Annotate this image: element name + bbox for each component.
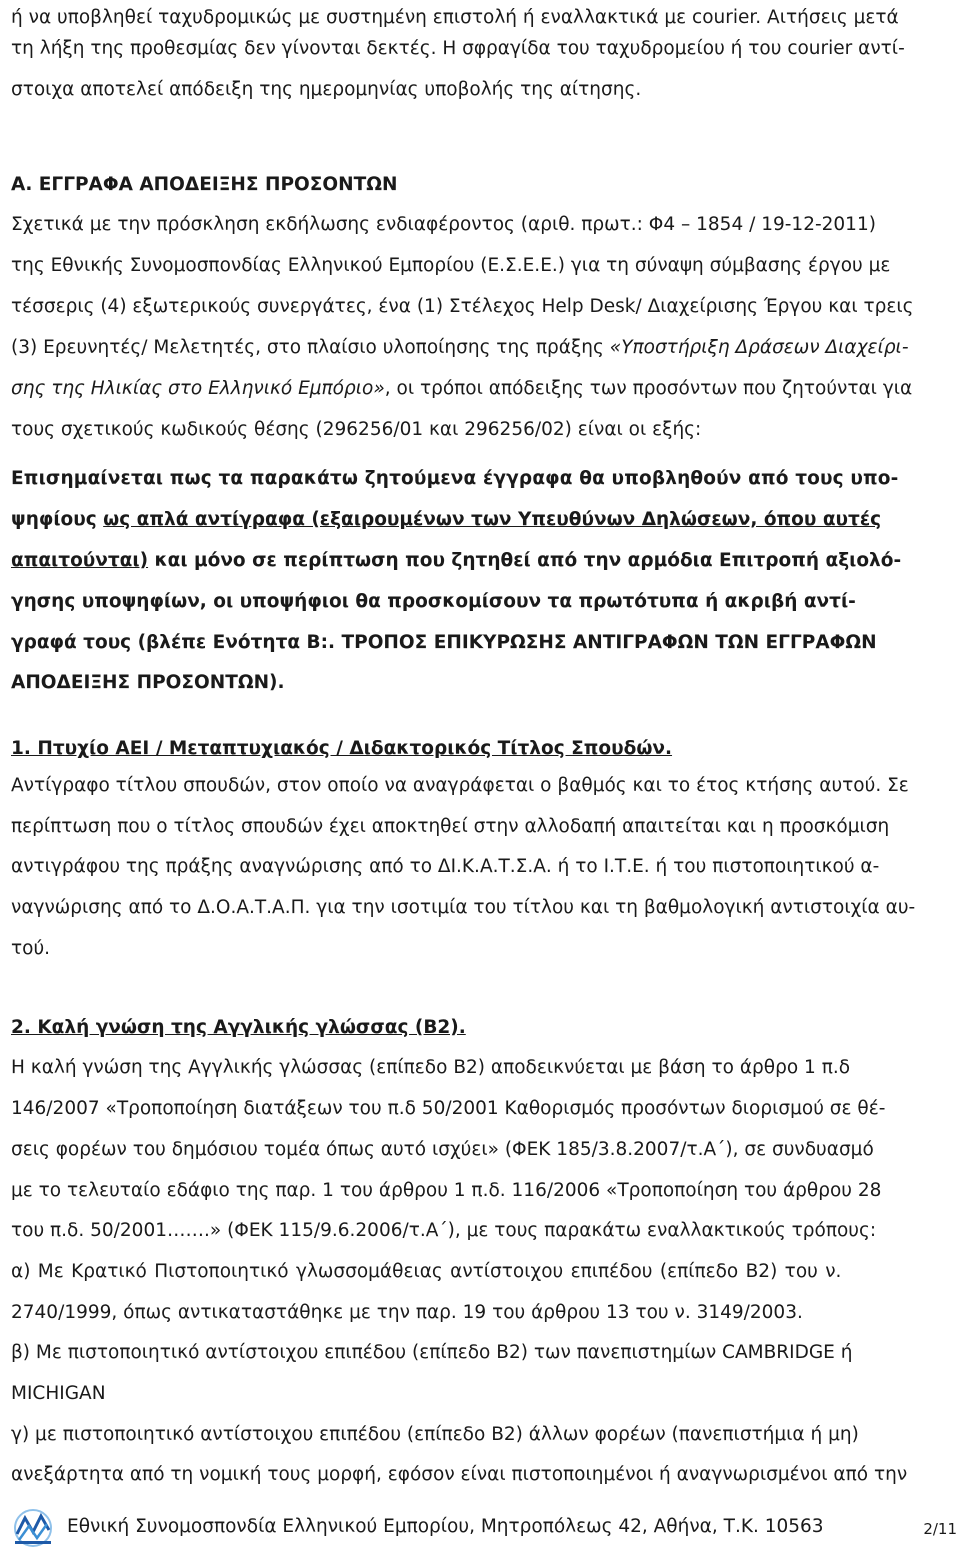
intro-line-3: στοιχα αποτελεί απόδειξη της ημερομηνίας υποβολής της αίτησης. [11, 79, 642, 100]
notice-line-3-text: και μόνο σε περίπτωση που ζητηθεί από την αρμόδια Επιτροπή αξιολό- [148, 550, 902, 571]
item-1-heading: 1. Πτυχίο ΑΕΙ / Μεταπτυχιακός / Διδακτορικός Τίτλος Σπουδών. [11, 738, 673, 759]
notice-required: απαιτούνται) [11, 550, 149, 571]
item-1-line-1: Αντίγραφο τίτλου σπουδών, στον οποίο να αναγράφεται ο βαθμός και το έτος κτήσης αυτού. Σε [11, 775, 909, 796]
section-a-line-1: Σχετικά με την πρόσκληση εκδήλωσης ενδιαφέροντος (αριθ. πρωτ.: Φ4 – 1854 / 19-12-2011) [11, 214, 876, 235]
section-a-line-5 [11, 378, 912, 399]
notice-line-2 [11, 509, 881, 530]
page-number: 2/11 [923, 1520, 957, 1538]
item-2-line-2: 146/2007 «Τροποποίηση διατάξεων του π.δ 50/2001 Καθορισμός προσόντων διορισμού σε θέ- [11, 1098, 886, 1119]
item-2-line-1: Η καλή γνώση της Αγγλικής γλώσσας (επίπεδο Β2) αποδεικνύεται με βάση το άρθρο 1 π.δ [11, 1057, 851, 1078]
item-2-heading: 2. Καλή γνώση της Αγγλικής γλώσσας (Β2). [11, 1017, 466, 1038]
notice-line-4: γησης υποψηφίων, οι υποψήφιοι θα προσκομίσουν τα πρωτότυπα ή ακριβή αντί- [11, 591, 856, 612]
item-2-line-4: με το τελευταίο εδάφιο της παρ. 1 του άρθρου 1 π.δ. 116/2006 «Τροποποίηση του άρθρου 28 [11, 1180, 882, 1201]
item-2-option-b-line-2: MICHIGAN [11, 1383, 106, 1404]
item-2-option-c-line-2: ανεξάρτητα από τη νομική τους μορφή, εφόσον είναι πιστοποιημένοι ή αναγνωρισμένοι από την [11, 1464, 908, 1485]
item-2-line-5: του π.δ. 50/2001…….» (ΦΕΚ 115/9.6.2006/τ.Α΄), με τους παρακάτω εναλλακτικούς τρόπους: [11, 1220, 877, 1241]
item-1-line-2: περίπτωση που ο τίτλος σπουδών έχει αποκτηθεί στην αλλοδαπή απαιτείται και η προσκόμιση [11, 816, 890, 837]
item-2-option-a-line-2: 2740/1999, όπως αντικαταστάθηκε με την παρ. 19 του άρθρου 13 του ν. 3149/2003. [11, 1302, 803, 1323]
item-2-line-3: σεις φορέων του δημόσιου τομέα όπως αυτό ισχύει» (ΦΕΚ 185/3.8.2007/τ.Α΄), σε συνδυασμό [11, 1139, 874, 1160]
section-a-line-6: τους σχετικούς κωδικούς θέσης (296256/01 και 296256/02) είναι οι εξής: [11, 419, 702, 440]
item-2-option-b-line-1: β) Με πιστοποιητικό αντίστοιχου επιπέδου (επίπεδο Β2) των πανεπιστημίων CAMBRIDGE ή [11, 1342, 853, 1363]
section-a-line-4-text: (3) Ερευνητές/ Μελετητές, στο πλαίσιο υλοποίησης της πράξης [11, 337, 610, 358]
intro-line-1: ή να υποβληθεί ταχυδρομικώς με συστημένη επιστολή ή εναλλακτικά με courier. Αιτήσεις μετά [11, 7, 899, 28]
notice-line-2-text: ψηφίους [11, 509, 104, 530]
notice-line-3 [11, 550, 901, 571]
item-1-line-3: αντιγράφου της πράξης αναγνώρισης από το ΔΙ.Κ.Α.Τ.Σ.Α. ή το Ι.Τ.Ε. ή του πιστοποιητικού α- [11, 856, 880, 877]
item-1-line-4: ναγνώρισης από το Δ.Ο.Α.Τ.Α.Π. για την ισοτιμία του τίτλου και τη βαθμολογική αντιστοιχία αυ- [11, 897, 916, 918]
footer-address: Εθνική Συνομοσπονδία Ελληνικού Εμπορίου, Μητροπόλεως 42, Αθήνα, Τ.Κ. 10563 [67, 1516, 824, 1537]
item-2-option-c-line-1: γ) με πιστοποιητικό αντίστοιχου επιπέδου (επίπεδο Β2) άλλων φορέων (πανεπιστήμια ή μη) [11, 1424, 859, 1445]
page-footer [11, 1508, 957, 1548]
action-title-part-2: σης της Ηλικίας στο Ελληνικό Εμπόριο» [11, 378, 385, 399]
item-2-option-a-line-1: α) Με Κρατικό Πιστοποιητικό γλωσσομάθειας αντίστοιχου επιπέδου (επίπεδο Β2) του ν. [11, 1261, 842, 1282]
notice-line-5: γραφά τους (βλέπε Ενότητα Β:. ΤΡΟΠΟΣ ΕΠΙΚΥΡΩΣΗΣ ΑΝΤΙΓΡΑΦΩΝ ΤΩΝ ΕΓΓΡΑΦΩΝ [11, 632, 877, 653]
item-1-line-5: τού. [11, 938, 51, 959]
notice-simple-copies: ως απλά αντίγραφα (εξαιρουμένων των Υπευθύνων Δηλώσεων, όπου αυτές [103, 509, 882, 530]
notice-line-1: Επισημαίνεται πως τα παρακάτω ζητούμενα έγγραφα θα υποβληθούν από τους υπο- [11, 468, 899, 489]
intro-line-2: τη λήξη της προθεσμίας δεν γίνονται δεκτές. Η σφραγίδα του ταχυδρομείου ή του courier αντί- [11, 38, 905, 59]
section-a-line-5-text: , οι τρόποι απόδειξης των προσόντων που ζητούνται για [384, 378, 913, 399]
notice-line-6: ΑΠΟΔΕΙΞΗΣ ΠΡΟΣΟΝΤΩΝ). [11, 672, 285, 693]
section-a-line-3: τέσσερις (4) εξωτερικούς συνεργάτες, ένα (1) Στέλεχος Help Desk/ Διαχείρισης Έργου και τρεις [11, 296, 914, 317]
section-a-line-4 [11, 337, 909, 358]
esee-logo-icon [11, 1508, 55, 1548]
action-title-part-1: «Υποστήριξη Δράσεων Διαχείρι- [609, 337, 909, 358]
section-a-line-2: της Εθνικής Συνομοσπονδίας Ελληνικού Εμπορίου (Ε.Σ.Ε.Ε.) για τη σύναψη σύμβασης έργου με [11, 255, 891, 276]
section-a-heading: Α. ΕΓΓΡΑΦΑ ΑΠΟΔΕΙΞΗΣ ΠΡΟΣΟΝΤΩΝ [11, 174, 398, 195]
